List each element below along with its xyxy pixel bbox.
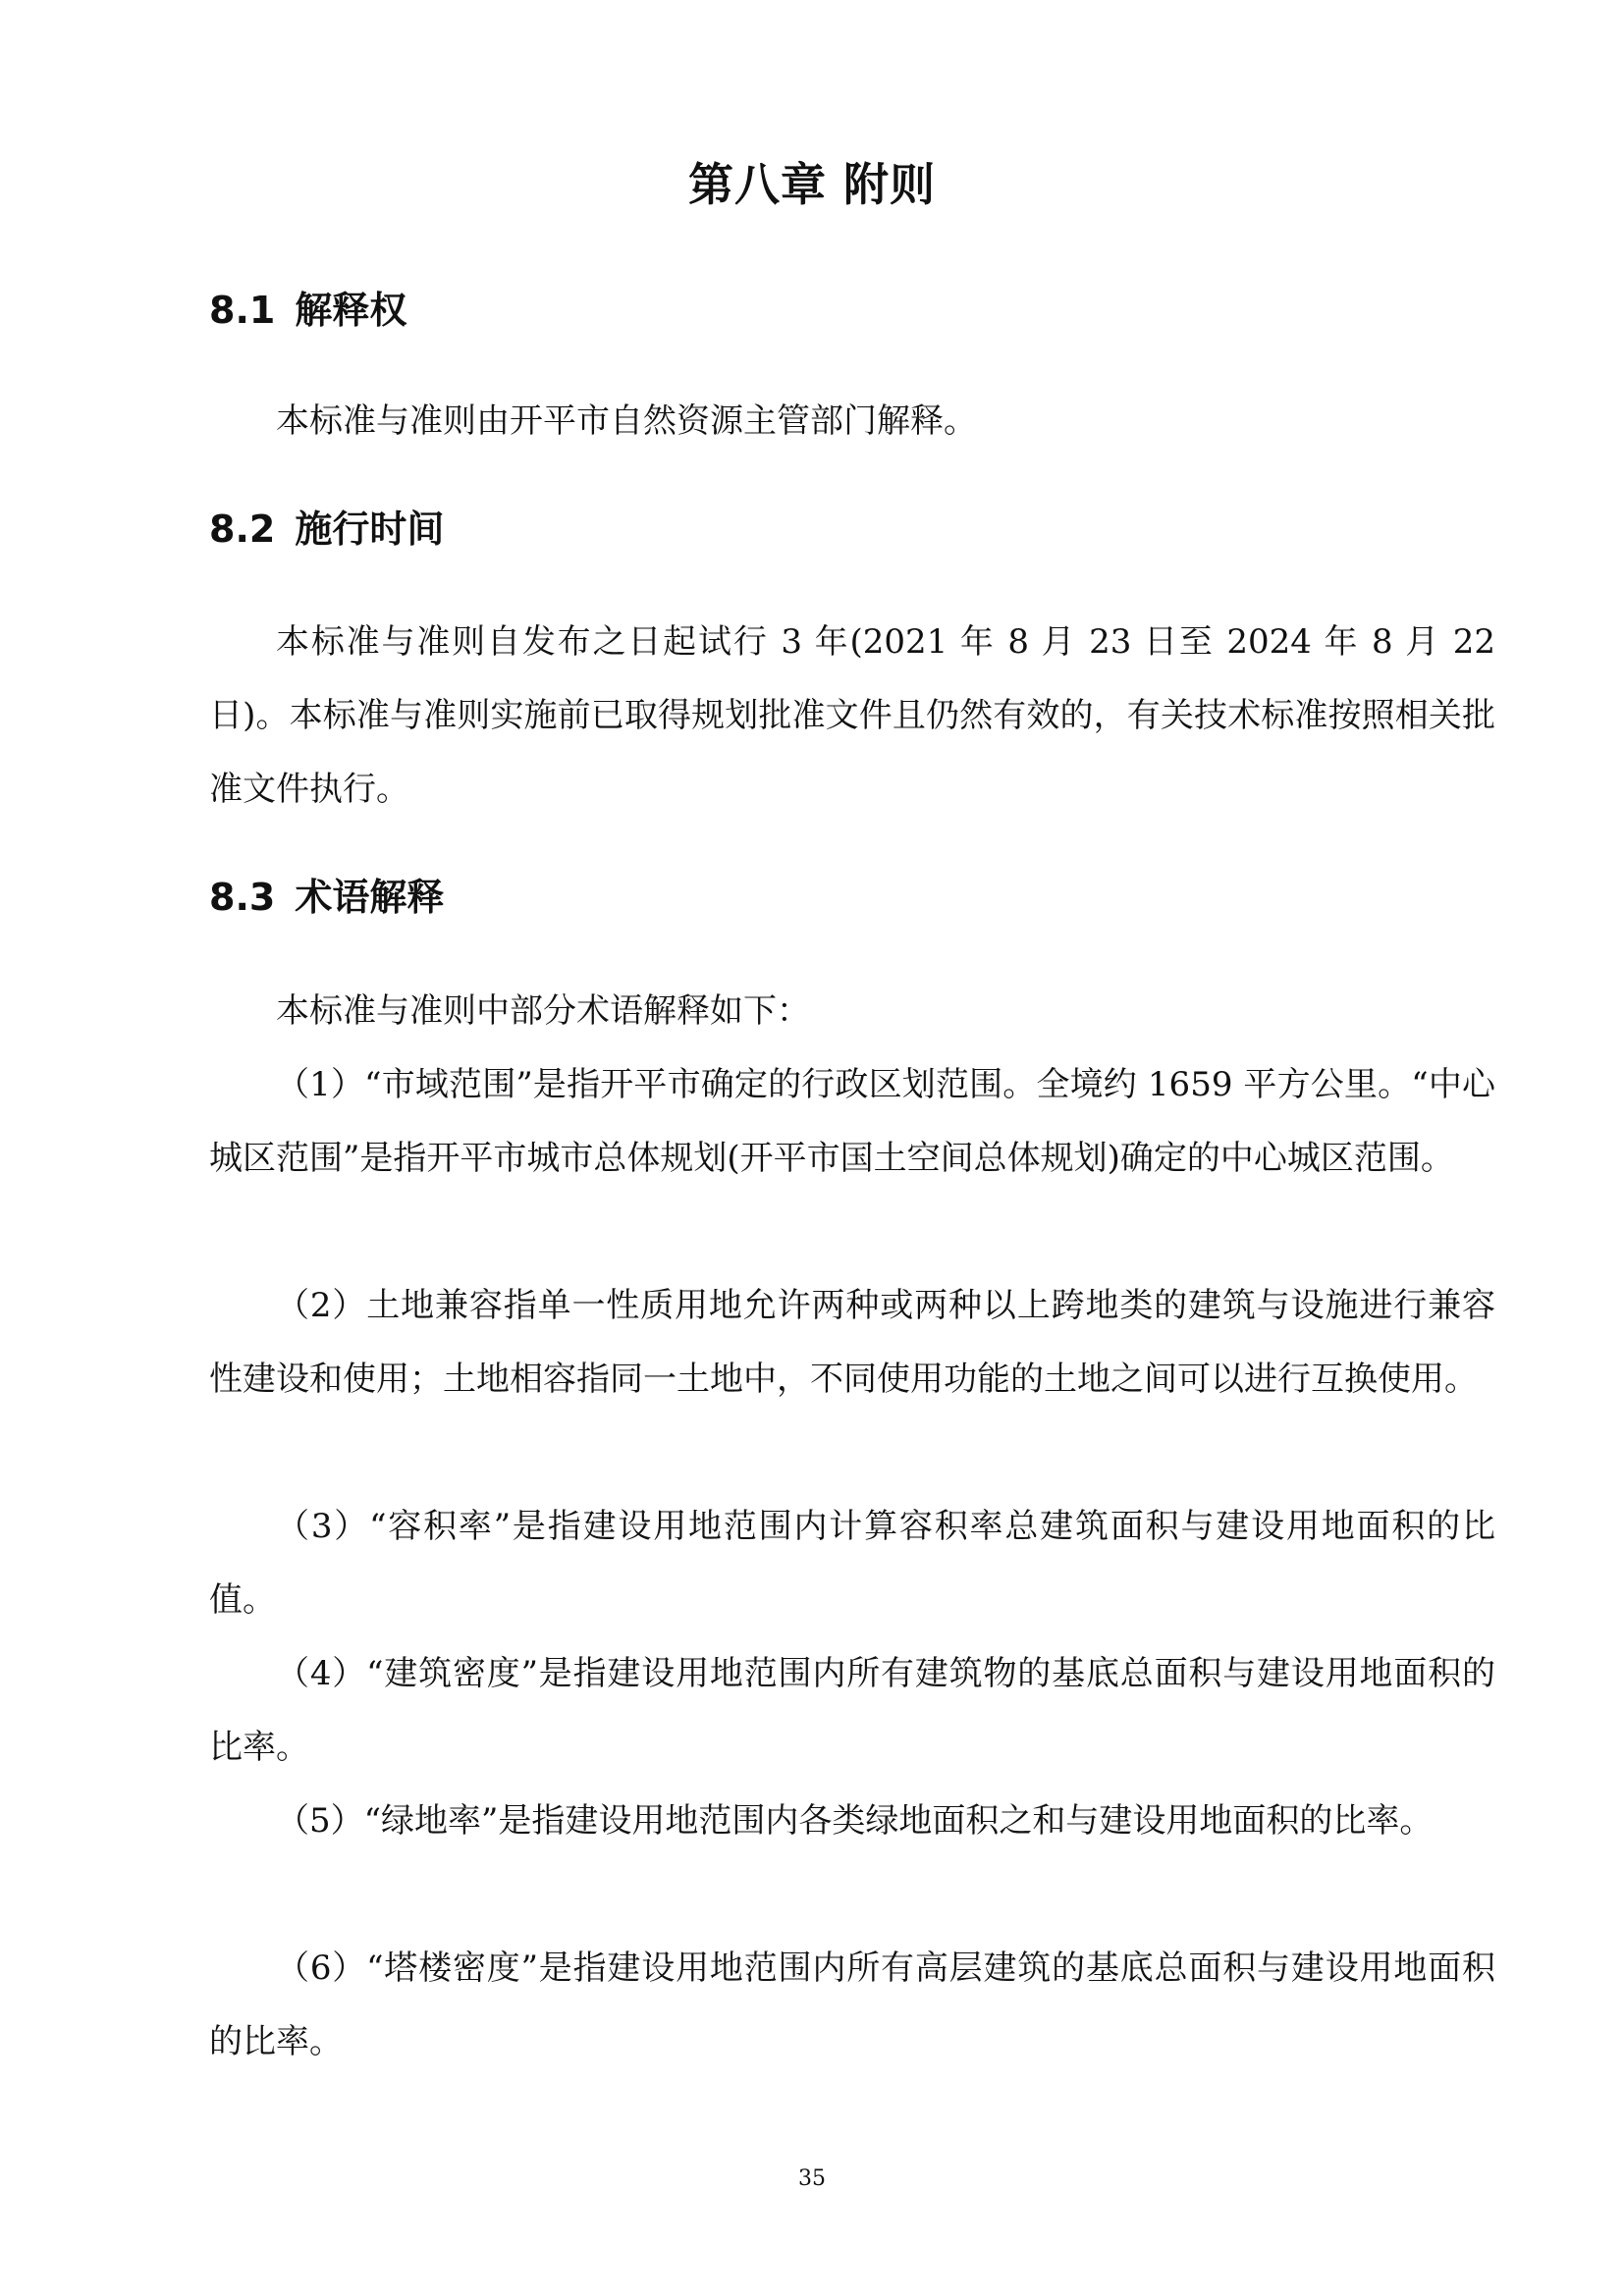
term-item-2: （2）土地兼容指单一性质用地允许两种或两种以上跨地类的建筑与设施进行兼容性建设和使用；土地相容指同一土地中，不同使用功能的土地之间可以进行互换使用。 xyxy=(209,1286,1495,1399)
section-number: 8.1 xyxy=(209,289,276,332)
chapter-title: 第八章 附则 xyxy=(687,158,936,211)
section-title: 术语解释 xyxy=(295,876,445,919)
section-title: 解释权 xyxy=(295,289,407,332)
section-title: 施行时间 xyxy=(295,507,445,551)
paragraph: 本标准与准则由开平市自然资源主管部门解释。 xyxy=(276,401,977,441)
section-heading-8-1 xyxy=(209,285,406,336)
section-number: 8.2 xyxy=(209,507,276,551)
page-number: 35 xyxy=(798,2166,826,2191)
term-item-5: （5）“绿地率”是指建设用地范围内各类绿地面积之和与建设用地面积的比率。 xyxy=(276,1801,1434,1841)
term-item-3: （3）“容积率”是指建设用地范围内计算容积率总建筑面积与建设用地面积的比值。 xyxy=(209,1507,1495,1620)
term-item-6: （6）“塔楼密度”是指建设用地范围内所有高层建筑的基底总面积与建设用地面积的比率。 xyxy=(209,1949,1495,2061)
term-item-4: （4）“建筑密度”是指建设用地范围内所有建筑物的基底总面积与建设用地面积的比率。 xyxy=(209,1654,1495,1767)
term-item-1: （1）“市域范围”是指开平市确定的行政区划范围。全境约 1659 平方公里。“中心城区范围”是指开平市城市总体规划(开平市国土空间总体规划)确定的中心城区范围。 xyxy=(209,1065,1495,1178)
section-heading-8-2 xyxy=(209,504,444,555)
section-heading-8-3 xyxy=(209,872,444,923)
paragraph: 本标准与准则中部分术语解释如下： xyxy=(276,991,810,1031)
section-number: 8.3 xyxy=(209,876,276,919)
paragraph: 本标准与准则自发布之日起试行 3 年(2021 年 8 月 23 日至 2024 年 8 月 22 日)。本标准与准则实施前已取得规划批准文件且仍然有效的，有关技术标准按照相关批准文件执行。 xyxy=(209,622,1495,809)
